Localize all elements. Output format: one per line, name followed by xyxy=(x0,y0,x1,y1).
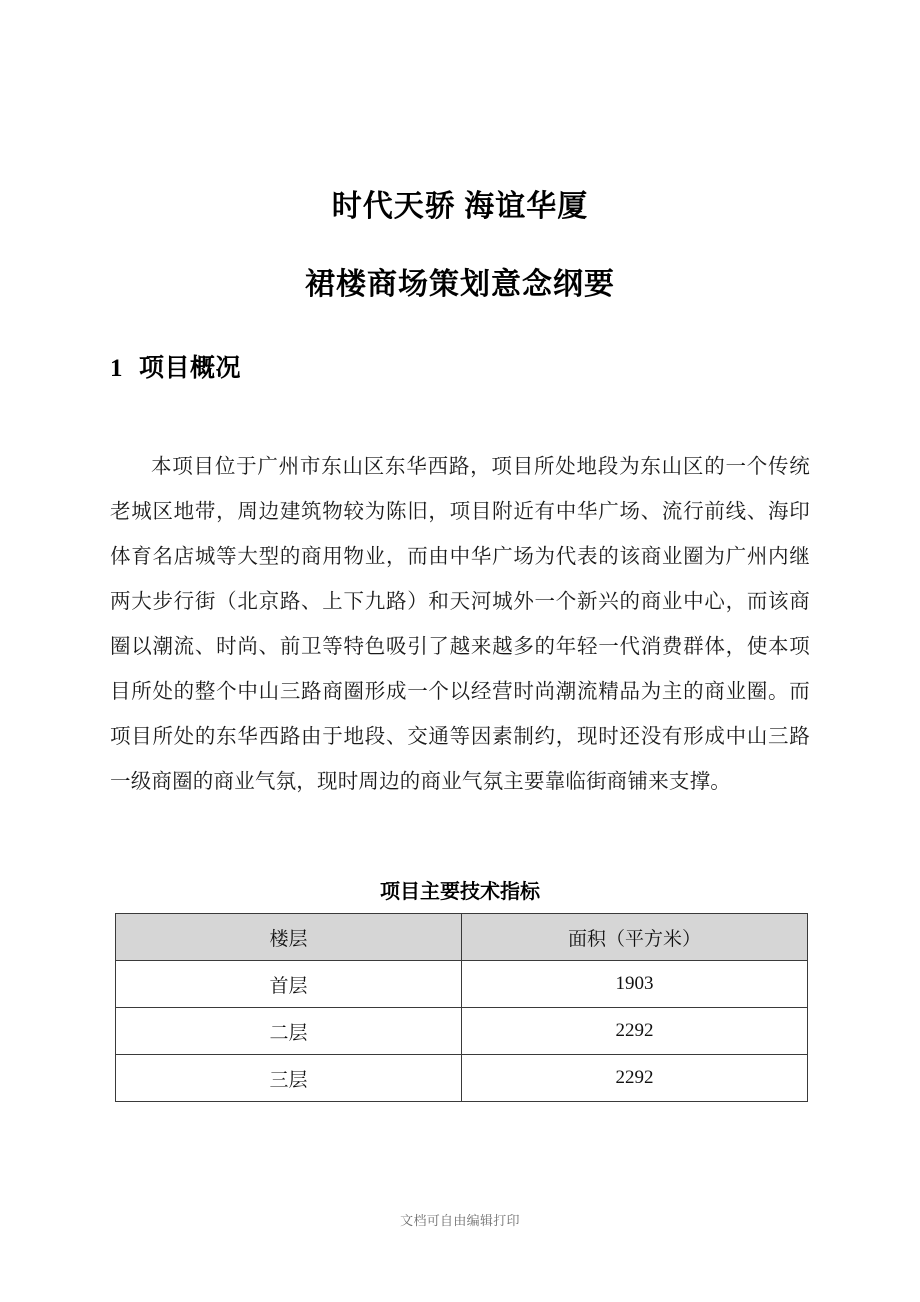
table-header-area: 面积（平方米） xyxy=(462,914,808,961)
table-body xyxy=(116,961,808,1102)
table-cell-floor: 三层 xyxy=(116,1055,462,1102)
table-cell-area: 2292 xyxy=(462,1008,808,1055)
document-title-line-1: 时代天骄 海谊华厦 xyxy=(331,190,589,223)
table-row xyxy=(116,961,808,1008)
page-footer-note: 文档可自由编辑打印 xyxy=(400,1213,520,1228)
table-cell-floor: 首层 xyxy=(116,961,462,1008)
table-header xyxy=(116,914,808,961)
table-caption: 项目主要技术指标 xyxy=(380,881,540,903)
table-row xyxy=(116,1008,808,1055)
body-paragraph: 本项目位于广州市东山区东华西路，项目所处地段为东山区的一个传统老城区地带，周边建筑物较为陈旧，项目附近有中华广场、流行前线、海印体育名店城等大型的商用物业，而由中华广场为代表的该商业圈为广州内继两大步行街（北京路、上下九路）和天河城外一个新兴的商业中心，而该商圈以潮流、时尚、前卫等特色吸引了越来越多的年轻一代消费群体，使本项目所处的整个中山三路商圈形成一个以经营时尚潮流精品为主的商业圈。而项目所处的东华西路由于地段、交通等因素制约，现时还没有形成中山三路一级商圈的商业气氛，现时周边的商业气氛主要靠临街商铺来支撑。 xyxy=(110,455,810,793)
technical-indicators-table xyxy=(115,913,808,1102)
table-header-floor: 楼层 xyxy=(116,914,462,961)
table-cell-area: 2292 xyxy=(462,1055,808,1102)
table-header-row xyxy=(116,914,808,961)
document-title-line-2: 裙楼商场策划意念纲要 xyxy=(305,268,615,301)
section-heading xyxy=(110,348,810,384)
table-cell-area: 1903 xyxy=(462,961,808,1008)
table-row xyxy=(116,1055,808,1102)
section-number: 1 xyxy=(110,355,123,382)
table-cell-floor: 二层 xyxy=(116,1008,462,1055)
section-heading-text: 项目概况 xyxy=(139,355,242,382)
